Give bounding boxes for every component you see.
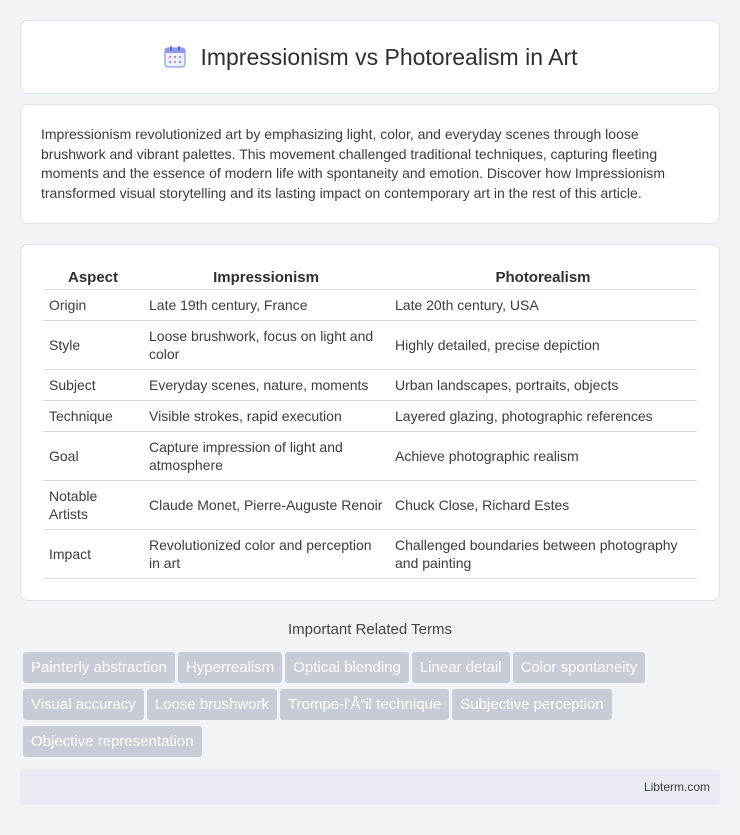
table-row bbox=[43, 400, 697, 431]
calendar-icon bbox=[162, 44, 188, 70]
related-term-tag[interactable]: Subjective perception bbox=[452, 689, 611, 720]
table-row bbox=[43, 369, 697, 400]
table-cell: Capture impression of light and atmosphere bbox=[143, 431, 389, 480]
related-term-tag[interactable]: Optical blending bbox=[285, 652, 409, 683]
comparison-table bbox=[43, 265, 697, 579]
title-card bbox=[20, 20, 720, 94]
related-terms-title: Important Related Terms bbox=[288, 621, 452, 638]
related-term-tag[interactable]: Linear detail bbox=[412, 652, 510, 683]
table-cell: Impact bbox=[43, 529, 143, 578]
table-header-row bbox=[43, 265, 697, 289]
related-terms-list bbox=[23, 652, 713, 763]
table-cell: Notable Artists bbox=[43, 480, 143, 529]
table-cell: Style bbox=[43, 320, 143, 369]
table-cell: Technique bbox=[43, 400, 143, 431]
related-term-tag[interactable]: Loose brushwork bbox=[147, 689, 277, 720]
header-photorealism: Photorealism bbox=[389, 265, 697, 289]
table-cell: Revolutionized color and perception in art bbox=[143, 529, 389, 578]
table-row bbox=[43, 320, 697, 369]
table-cell: Goal bbox=[43, 431, 143, 480]
table-cell: Origin bbox=[43, 289, 143, 320]
footer bbox=[20, 770, 720, 805]
table-cell: Loose brushwork, focus on light and color bbox=[143, 320, 389, 369]
table-row bbox=[43, 289, 697, 320]
header-aspect: Aspect bbox=[43, 265, 143, 289]
comparison-table-card bbox=[20, 244, 720, 601]
table-cell: Claude Monet, Pierre-Auguste Renoir bbox=[143, 480, 389, 529]
related-term-tag[interactable]: Hyperrealism bbox=[178, 652, 282, 683]
page-title: Impressionism vs Photorealism in Art bbox=[200, 43, 578, 70]
table-cell: Late 20th century, USA bbox=[389, 289, 697, 320]
table-row bbox=[43, 480, 697, 529]
table-row bbox=[43, 529, 697, 578]
footer-site-link[interactable]: Libterm.com bbox=[643, 780, 710, 794]
table-cell: Everyday scenes, nature, moments bbox=[143, 369, 389, 400]
header-impressionism: Impressionism bbox=[143, 265, 389, 289]
table-cell: Subject bbox=[43, 369, 143, 400]
related-term-tag[interactable]: Color spontaneity bbox=[513, 652, 646, 683]
table-cell: Challenged boundaries between photography and painting bbox=[389, 529, 697, 578]
table-cell: Visible strokes, rapid execution bbox=[143, 400, 389, 431]
table-cell: Achieve photographic realism bbox=[389, 431, 697, 480]
table-cell: Highly detailed, precise depiction bbox=[389, 320, 697, 369]
related-term-tag[interactable]: Visual accuracy bbox=[23, 689, 144, 720]
intro-text: Impressionism revolutionized art by emphasizing light, color, and everyday scenes through loose brushwork and vibrant palettes. This movement challenged traditional techniques, capturing fleeting moments and the essence of modern life with spontaneity and emotion. Discover how Impressionism transformed visual storytelling and its lasting impact on contemporary art in the rest of this article. bbox=[41, 126, 666, 201]
table-cell: Chuck Close, Richard Estes bbox=[389, 480, 697, 529]
related-term-tag[interactable]: Painterly abstraction bbox=[23, 652, 175, 683]
table-row bbox=[43, 431, 697, 480]
related-term-tag[interactable]: Objective representation bbox=[23, 726, 202, 757]
table-cell: Late 19th century, France bbox=[143, 289, 389, 320]
related-term-tag[interactable]: Trompe-l'Å“il technique bbox=[280, 689, 449, 720]
table-cell: Urban landscapes, portraits, objects bbox=[389, 369, 697, 400]
table-cell: Layered glazing, photographic references bbox=[389, 400, 697, 431]
intro-card bbox=[20, 104, 720, 224]
